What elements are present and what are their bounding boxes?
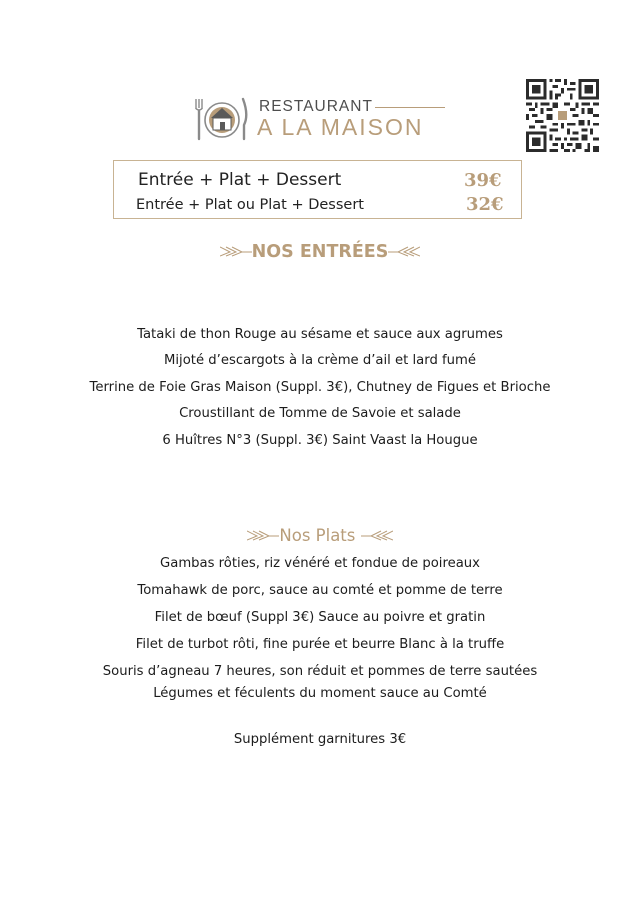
formula-price: 39€ — [464, 170, 502, 191]
menu-item-entree: Terrine de Foie Gras Maison (Suppl. 3€), Chutney de Figues et Brioche — [89, 380, 551, 395]
logo-divider — [375, 107, 445, 108]
supplement-note: Supplément garnitures 3€ — [233, 732, 407, 747]
menu-item-plat: Filet de bœuf (Suppl 3€) Sauce au poivre et gratin — [154, 610, 486, 625]
ornament-right-icon — [361, 529, 393, 541]
menu-item-entree: Croustillant de Tomme de Savoie et salade — [179, 406, 461, 421]
section-title-text: NOS ENTRÉES — [251, 242, 389, 262]
menu-item-plat: Légumes et féculents du moment sauce au Comté — [153, 686, 487, 701]
section-title-entrees — [0, 242, 640, 262]
menu-item-entree: 6 Huîtres N°3 (Suppl. 3€) Saint Vaast la Hougue — [162, 433, 478, 448]
ornament-left-icon — [220, 245, 252, 257]
formula-label: Entrée + Plat + Dessert — [138, 170, 342, 190]
menu-item-plat: Souris d’agneau 7 heures, son réduit et pommes de terre sautées — [102, 664, 538, 679]
house-plate-icon — [191, 95, 251, 145]
ornament-left-icon — [247, 529, 279, 541]
ornament-right-icon — [388, 245, 420, 257]
section-title-text: Nos Plats — [279, 526, 356, 545]
menu-item-plat: Tomahawk de porc, sauce au comté et pomme de terre — [137, 583, 503, 598]
menu-item-entree: Tataki de thon Rouge au sésame et sauce aux agrumes — [137, 327, 503, 342]
formula-price: 32€ — [466, 194, 504, 215]
menu-item-plat: Filet de turbot rôti, fine purée et beurre Blanc à la truffe — [135, 637, 505, 652]
qr-code-icon[interactable] — [526, 79, 599, 152]
restaurant-name-line1: RESTAURANT — [259, 98, 373, 115]
restaurant-name-line2: A LA MAISON — [257, 114, 424, 140]
price-box — [113, 160, 522, 219]
restaurant-logo — [191, 95, 451, 145]
menu-item-entree: Mijoté d’escargots à la crème d’ail et lard fumé — [164, 353, 476, 368]
menu-item-plat: Gambas rôties, riz vénéré et fondue de poireaux — [160, 556, 480, 571]
formula-label: Entrée + Plat ou Plat + Dessert — [136, 197, 364, 213]
section-title-plats — [0, 526, 640, 545]
